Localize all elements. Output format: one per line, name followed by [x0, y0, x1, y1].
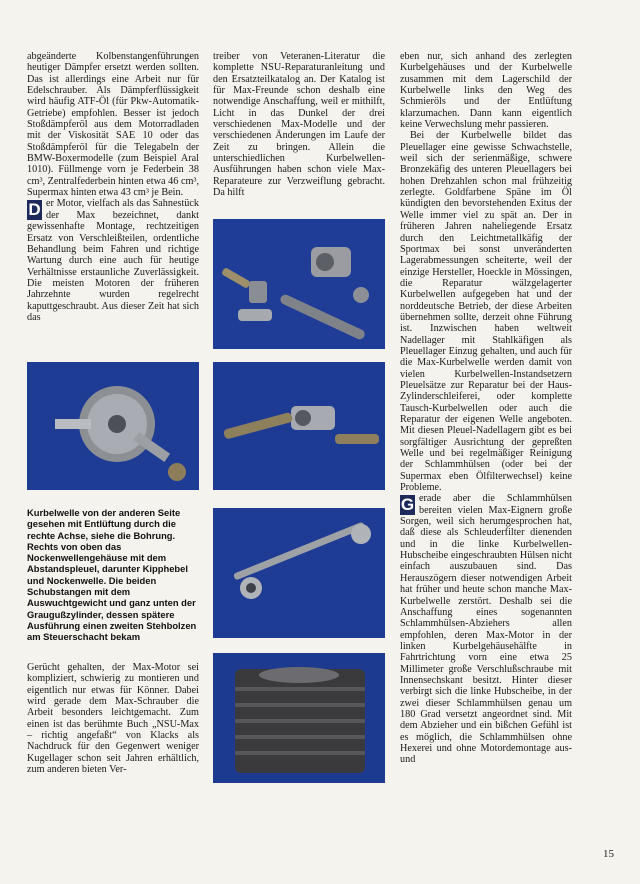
page-number: 15	[603, 848, 614, 860]
drop-cap: D	[28, 200, 41, 220]
drop-cap: G	[400, 495, 415, 515]
rocker-camshaft-photo	[213, 362, 385, 490]
photo-caption: Kurbelwelle von der anderen Seite gesehen mit Entlüftung durch die rechte Achse, siehe die Bohrung. Rechts von oben das Nockenwellengehäuse mit dem Abstandspleuel, darunter Kipphebel und Nockenwelle. Die beiden Schubstangen mit dem Auswuchtgewicht und ganz unten der Graugußzylinder, dessen spätere Ausführung einen zweiten Stehbolzen am Steuerschacht bekam	[27, 507, 197, 643]
paragraph: treiber von Veteranen-Literatur die komplette NSU-Reparaturanleitung und den Ersatzteilkatalog an. Der Katalog ist für Max-Freunde schon deshalb eine notwendige Anschaffung, weil er mithilft, Licht in das Dunkel der drei verschiedenen Max-Modelle und der verschiedenen Änderungen im Laufe der Zeit zu bringen. Allein die unterschiedlichen Kurbelwellen-Ausführungen haben schon viele Max-Reparateure zur Verzweiflung gebracht. Da hilft	[213, 51, 385, 199]
parts-illustration	[213, 219, 385, 349]
paragraph: Gerücht gehalten, der Max-Motor sei kompliziert, schwierig zu montieren und eigentlich nur etwas für Könner. Dabei wird gerade dem Max-Schrauber die Arbeit besonders leichtgemacht. Zum einen ist das berühmte Buch „NSU-Max – richtig angefaßt“ von Klacks als Nachdruck für den Gegenwert weniger Kugellager schon seit Jahren erhältlich, zum anderen bieten Ver-	[27, 662, 199, 776]
column-3	[400, 51, 572, 766]
pushrods-illustration	[213, 508, 385, 638]
parts-overview-photo	[213, 219, 385, 349]
column-1-bottom	[27, 662, 199, 775]
cylinder-illustration	[213, 653, 385, 783]
column-1-top	[27, 51, 199, 323]
pushrods-photo	[213, 508, 385, 638]
crankshaft-illustration	[27, 362, 199, 490]
rocker-illustration	[213, 362, 385, 490]
cylinder-photo	[213, 653, 385, 783]
paragraph: eben nur, sich anhand des zerlegten Kurbelgehäuses und der Kurbelwelle zusammen mit dem Lagerschild der Kurbelwelle links den Weg des Schmieröls und der Entlüftung klarzumachen. Dann kann eigentlich keine Verwechslung mehr passieren.	[400, 51, 572, 131]
paragraph-dropcap: G erade aber die Schlammhülsen bereiten vielen Max-Eignern große Sorgen, weil sich herumgesprochen hat, daß diese als Schleuderfilter dienenden und in die linke Kurbelwellen-Hubscheibe eingeschraubten Hülsen nicht einfach auszubauen sind. Das Herauszögern dieser notwendigen Arbeit hat früher und heute schon manche Max-Kurbelwelle zerstört. Deshalb sei die Anschaffung eines sogenannten Schlammhülsen-Abziehers allen empfohlen, deren Max-Motor in der linken Kurbelgehäusehälfte in Fahrtrichtung vorn eine etwa 25 Millimeter große Verschlußschraube mit Innensechskant besitzt. Hinter dieser verbirgt sich die linke Hubscheibe, in der zwei dieser Schlammhülsen genau um 180 Grad versetzt angeordnet sind. Mit dem Abzieher und ein bißchen Gefühl ist es möglich, die Schlammhülsen ohne Hexerei und ohne Motordemontage aus- und	[400, 493, 572, 766]
paragraph: Bei der Kurbelwelle bildet das Pleuellager eine gewisse Schwachstelle, weil sich der serienmäßige, schwere Bronzekäfig des unteren Pleuellagers bei hohen Drehzahlen schon mal frühzeitig zerlegte. Goldfarbene Späne im Öl kündigten den bevorstehenden Exitus der Welle immer viel zu spät an. Der in früheren Jahren naheliegende Ersatz durch den Leichtmetallkäfig der Sportmax bei sonst unveränderten Lagerabmessungen scheiterte, weil der einzige Hersteller, Hoeckle in Mössingen, die Reparatur wälzgelagerter Kurbelwellen aufgegeben hat und der norddeutsche Betrieb, der diese Arbeiten übernehmen sollte, derzeit ohne Führung ist. Inzwischen haben weltweit Nadellager mit Stahlkäfigen als Pleuellager Einzug gehalten, und auch für die Max-Kurbelwelle werden damit von vielen Kurbelwellen-Instandsetzern Pleuelsätze zur Reparatur bei der Haus-Zylinderschleiferei, oder komplette Tausch-Kurbelwellen oder auch die Reparatur der eigenen Welle angeboten. Mit diesen Pleuel-Nadellagern gibt es bei sorgfältiger Ausrichtung der gepreßten Welle und bei regelmäßiger Reinigung der Schlammhülsen (oder bei der Supermax eben Ölfilterwechsel) keine Probleme.	[400, 130, 572, 494]
crankshaft-photo	[27, 362, 199, 490]
paragraph: abgeänderte Kolbenstangenführungen heutiger Dämpfer ersetzt werden sollten. Das ist allerdings eine Arbeit nur für Edelschrauber. Als Dämpferflüssigkeit wird häufig ATF-Öl (für Pkw-Automatik-Getriebe) empfohlen. Besser ist jedoch Stoßdämpferöl aus dem Motorradladen mit der Viskosität SAE 10 oder das Stoßdämpferöl für die Telegabeln der BMW-Boxermodelle (zum Beispiel Aral 1010). Füllmenge vorn je Federbein 38 cm³, Zentralfederbein hinten etwa 46 cm³, Supermax hinten etwa 43 cm³ je Bein.	[27, 51, 199, 199]
column-2	[213, 51, 385, 198]
paragraph-dropcap: D er Motor, vielfach als das Sahnestück der Max bezeichnet, dankt gewissenhafte Montage, rechtzeitigen Ersatz von Verschleißteilen, ordentliche Behandlung beim Fahren und richtige Wartung durch eine auch für heutige Verhältnisse erstaunliche Zuverlässigkeit. Die meisten Motoren der früheren Jahrzehnte wurden regelrecht kaputtgeschraubt. Aus dieser Zeit hat sich das	[27, 198, 199, 323]
